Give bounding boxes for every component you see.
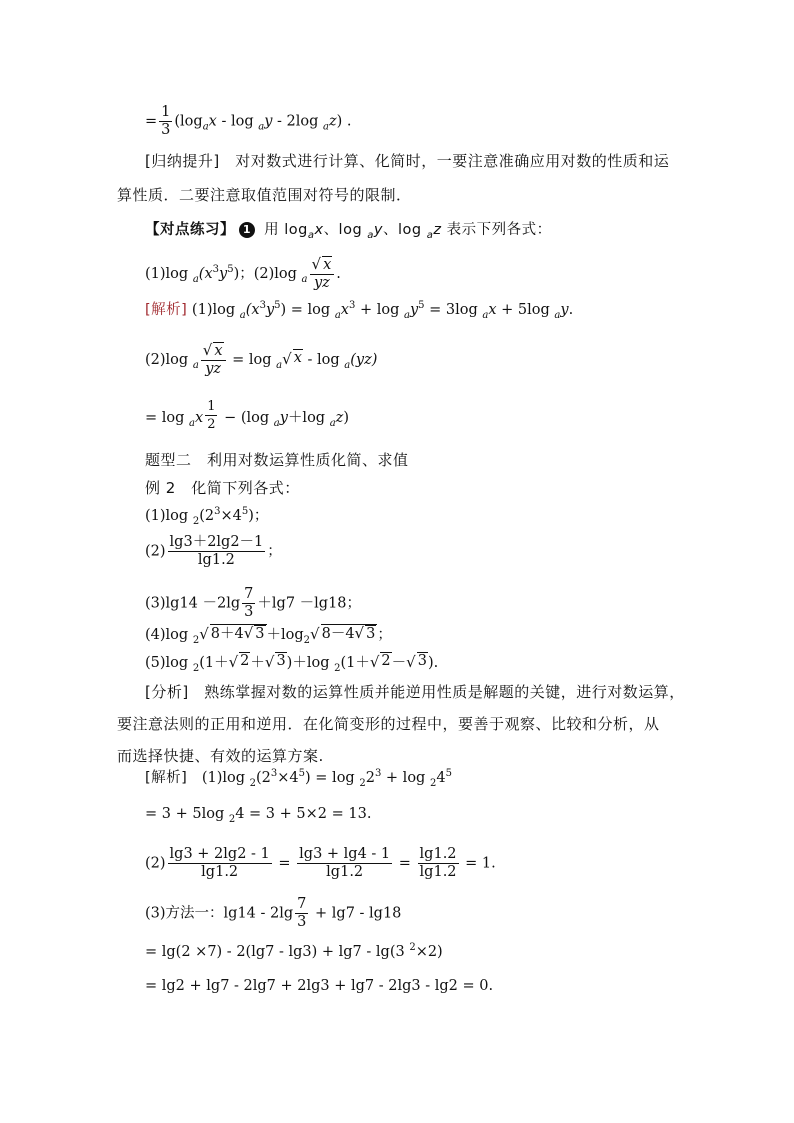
subscript: a bbox=[482, 310, 489, 321]
sqrt: √ x bbox=[282, 350, 302, 368]
text: + lg7 - lg18 bbox=[310, 905, 402, 922]
text: - 2log bbox=[272, 113, 324, 130]
radicand: x bbox=[293, 350, 302, 366]
solution2-line-5 bbox=[145, 942, 443, 962]
sqrt: √ 3 bbox=[406, 653, 427, 671]
var: x bbox=[488, 302, 497, 318]
text: = lg(2 ×7) - 2(lg7 - lg3) + lg7 - lg(3 bbox=[145, 944, 410, 960]
var: y bbox=[560, 302, 569, 318]
denominator: 3 bbox=[244, 604, 254, 620]
text: 4 = 3 + 5×2 = 13. bbox=[235, 806, 372, 822]
text: (3)lg14 －2lg bbox=[145, 595, 241, 612]
exp: 2 bbox=[409, 942, 416, 953]
text: ) . bbox=[336, 113, 352, 130]
fraction bbox=[310, 256, 335, 292]
example-item-1 bbox=[145, 506, 268, 526]
text: (2)log bbox=[145, 352, 193, 368]
sqrt: √ 2 bbox=[369, 653, 391, 671]
text: . bbox=[336, 266, 341, 282]
subscript: a bbox=[189, 418, 195, 429]
text: = lg2 + lg7 - 2lg7 + 2lg3 + lg7 - 2lg3 - lg2 = 0. bbox=[145, 978, 494, 994]
exp: 5 bbox=[241, 506, 249, 517]
solution2-line-4 bbox=[145, 896, 401, 931]
text: )；(2)log bbox=[233, 266, 302, 282]
text: － bbox=[391, 655, 407, 671]
radicand bbox=[210, 624, 267, 643]
solution2-line-3 bbox=[145, 846, 496, 881]
var: x bbox=[340, 302, 349, 318]
subscript: a bbox=[403, 310, 410, 321]
exp: 3 bbox=[374, 768, 382, 779]
radicand: 2 bbox=[381, 653, 391, 669]
text: = 3log bbox=[424, 302, 483, 318]
exp: 3 bbox=[270, 768, 278, 779]
numerator: 7 bbox=[297, 896, 307, 912]
exp: 3 bbox=[348, 300, 356, 311]
text: ) = log bbox=[305, 770, 360, 786]
subscript: a bbox=[258, 121, 265, 133]
text: (2 bbox=[256, 770, 271, 786]
exp: 5 bbox=[445, 768, 452, 779]
subscript: 2 bbox=[228, 814, 236, 825]
text: (2 bbox=[199, 508, 215, 524]
radicand: 3 bbox=[417, 653, 427, 669]
text: 表示下列各式： bbox=[441, 222, 552, 238]
var: y bbox=[373, 222, 384, 238]
radicand: 3 bbox=[276, 653, 286, 669]
text: ) bbox=[343, 410, 349, 426]
solution2-line-6 bbox=[145, 976, 493, 996]
subscript: a bbox=[323, 121, 329, 133]
numerator: 1 bbox=[161, 104, 171, 120]
example-item-3 bbox=[145, 586, 361, 621]
example-title: 例 2 化简下列各式： bbox=[145, 479, 300, 497]
subscript: 2 bbox=[359, 778, 366, 789]
analysis-line-2: 要注意法则的正用和逆用．在化简变形的过程中，要善于观察、比较和分析，从 bbox=[117, 715, 660, 733]
text: - log bbox=[302, 352, 345, 368]
var: y bbox=[409, 302, 419, 318]
example-item-5 bbox=[145, 652, 438, 673]
text: 熟练掌握对数的运算性质并能逆用性质是解题的关键，进行对数运算， bbox=[188, 683, 685, 701]
solution-line-1 bbox=[145, 300, 573, 320]
summary-text: 对对数式进行计算、化简时，一要注意准确应用对数的性质和运 bbox=[219, 152, 670, 170]
numerator: lg1.2 bbox=[419, 846, 457, 862]
numerator bbox=[310, 256, 335, 275]
text: = log bbox=[145, 410, 190, 426]
denominator: yz bbox=[205, 361, 222, 377]
radicand: 2 bbox=[240, 653, 250, 669]
text: 8＋4 bbox=[210, 626, 244, 642]
var: z bbox=[329, 113, 337, 130]
var: y bbox=[219, 266, 228, 282]
summary-line-2: 算性质．二要注意取值范围对符号的限制． bbox=[117, 186, 412, 204]
text: ； bbox=[267, 543, 282, 560]
text: (x bbox=[198, 266, 213, 282]
text: ＋ bbox=[250, 655, 265, 671]
var: y bbox=[265, 302, 275, 318]
summary-line-1 bbox=[117, 144, 687, 178]
fraction bbox=[201, 342, 226, 378]
text: ). bbox=[427, 655, 439, 671]
sqrt: √ 8＋4 √ 3 bbox=[199, 624, 265, 643]
text: ×4 bbox=[220, 508, 242, 524]
subscript: a bbox=[554, 310, 561, 321]
text: (1)log bbox=[145, 266, 193, 282]
text: = bbox=[394, 855, 416, 872]
radicand bbox=[321, 624, 378, 643]
subscript: a bbox=[329, 418, 336, 429]
subscript: a bbox=[276, 360, 283, 371]
text: . bbox=[568, 302, 574, 318]
circled-number-icon: 1 bbox=[239, 222, 255, 238]
fraction bbox=[168, 846, 272, 881]
sqrt: √ x bbox=[311, 255, 332, 273]
sqrt: √ 2 bbox=[228, 653, 250, 671]
var: z bbox=[433, 222, 442, 238]
solution-tag: [解析] bbox=[145, 302, 188, 318]
subscript: a bbox=[367, 230, 374, 241]
denominator: 3 bbox=[297, 914, 307, 930]
numerator: lg3 + lg4 - 1 bbox=[299, 846, 391, 862]
fraction bbox=[418, 846, 459, 881]
exp: 5 bbox=[274, 300, 281, 311]
exp: 3 bbox=[212, 264, 219, 275]
var: z bbox=[335, 410, 344, 426]
denominator: lg1.2 bbox=[326, 864, 364, 880]
numerator: lg3 + 2lg2 - 1 bbox=[169, 846, 270, 862]
solution-tag: [解析] bbox=[145, 770, 188, 786]
text: 8－4 bbox=[321, 626, 355, 642]
radicand: x bbox=[323, 257, 332, 273]
fraction-one-third bbox=[159, 104, 172, 139]
solution2-line-2 bbox=[145, 804, 371, 824]
text: ＋lg7 －lg18； bbox=[257, 595, 362, 612]
var: x bbox=[208, 113, 217, 130]
fraction-exponent bbox=[205, 398, 217, 433]
text: )； bbox=[248, 508, 269, 524]
text: (x bbox=[245, 302, 260, 318]
text: = log bbox=[227, 352, 277, 368]
denominator: lg1.2 bbox=[201, 864, 239, 880]
text: (1)log bbox=[187, 770, 250, 786]
text: 、log bbox=[323, 222, 368, 238]
text: 、log bbox=[383, 222, 427, 238]
text: − (log bbox=[219, 410, 274, 426]
text: )＋log bbox=[286, 655, 335, 671]
numerator: lg3＋2lg2－1 bbox=[169, 534, 264, 550]
subscript: a bbox=[426, 230, 434, 241]
denominator: 2 bbox=[207, 417, 216, 432]
text: - log bbox=[216, 113, 259, 130]
fraction bbox=[168, 534, 266, 569]
analysis-line-1 bbox=[117, 676, 687, 708]
exp: 5 bbox=[418, 300, 425, 311]
text: (2) bbox=[145, 855, 166, 872]
radicand: 3 bbox=[255, 626, 265, 642]
sqrt: √ 3 bbox=[354, 624, 376, 642]
subscript: 2 bbox=[192, 516, 200, 527]
solution2-line-1 bbox=[145, 768, 452, 788]
text: (1)log bbox=[145, 508, 193, 524]
section-title: 题型二 利用对数运算性质化简、求值 bbox=[145, 451, 409, 469]
subscript: a bbox=[192, 360, 199, 371]
var: x bbox=[314, 222, 324, 238]
exp: 5 bbox=[298, 768, 306, 779]
text: 4 bbox=[436, 770, 446, 786]
numerator bbox=[201, 342, 226, 361]
text: (5)log bbox=[145, 655, 193, 671]
radicand: 3 bbox=[366, 626, 376, 642]
subscript: a bbox=[301, 274, 308, 285]
practice-tag: 【对点练习】 bbox=[145, 222, 235, 238]
text: = 1. bbox=[460, 855, 496, 872]
sqrt: √ x bbox=[202, 341, 223, 359]
text: (1＋ bbox=[199, 655, 229, 671]
text: (3)方法一：lg14 - 2lg bbox=[145, 905, 294, 922]
text: ) = log bbox=[280, 302, 335, 318]
sqrt: √ 3 bbox=[264, 653, 286, 671]
example-item-2 bbox=[145, 534, 282, 569]
subscript: 2 bbox=[334, 663, 341, 674]
subscript: a bbox=[239, 310, 246, 321]
text: ＋log bbox=[266, 627, 304, 643]
subscript: a bbox=[273, 418, 280, 429]
question-line bbox=[145, 256, 341, 292]
exp: 5 bbox=[227, 264, 234, 275]
text: (1)log bbox=[187, 302, 240, 318]
denominator: yz bbox=[313, 275, 330, 291]
sqrt: √ 8－4 √ 3 bbox=[310, 624, 376, 643]
text: (yz) bbox=[350, 352, 378, 368]
var: y bbox=[279, 410, 288, 426]
text: (4)log bbox=[145, 627, 193, 643]
analysis-tag: [分析] bbox=[145, 683, 189, 701]
subscript: a bbox=[192, 274, 199, 285]
fraction bbox=[242, 586, 255, 621]
example-item-4 bbox=[145, 624, 392, 645]
subscript: a bbox=[334, 310, 341, 321]
subscript: 2 bbox=[303, 635, 311, 646]
denominator: lg1.2 bbox=[419, 864, 457, 880]
text: + 5log bbox=[496, 302, 555, 318]
subscript: 2 bbox=[429, 778, 437, 789]
text: ＋log bbox=[287, 410, 330, 426]
text: 用 log bbox=[259, 222, 308, 238]
fraction bbox=[295, 896, 308, 931]
solution-line-2 bbox=[145, 342, 377, 378]
equation-line-1 bbox=[145, 104, 352, 139]
exp: 3 bbox=[259, 300, 266, 311]
denominator: lg1.2 bbox=[197, 552, 235, 568]
fraction bbox=[297, 846, 392, 881]
summary-tag: [归纳提升] bbox=[145, 152, 220, 170]
sqrt: √ 3 bbox=[243, 624, 265, 642]
exp: 3 bbox=[214, 506, 221, 517]
subscript: 2 bbox=[192, 663, 200, 674]
practice-line bbox=[145, 220, 552, 240]
text: 2 bbox=[365, 770, 375, 786]
text: = bbox=[273, 855, 296, 872]
text: (1＋ bbox=[340, 655, 370, 671]
text: ×4 bbox=[277, 770, 299, 786]
subscript: a bbox=[202, 121, 209, 133]
summary-paragraph bbox=[117, 144, 687, 212]
solution-line-3 bbox=[145, 398, 349, 433]
analysis-line-3: 而选择快捷、有效的运算方案. bbox=[117, 747, 324, 765]
radicand: x bbox=[214, 343, 223, 359]
subscript: 2 bbox=[249, 778, 257, 789]
var: x bbox=[195, 410, 204, 426]
equals-sign: = bbox=[145, 113, 158, 130]
denominator: 3 bbox=[161, 122, 171, 138]
numerator: 1 bbox=[207, 399, 216, 414]
text: + log bbox=[355, 302, 404, 318]
subscript: a bbox=[307, 230, 315, 241]
subscript: 2 bbox=[192, 635, 200, 646]
text: = 3 + 5log bbox=[145, 806, 229, 822]
text: (2) bbox=[145, 543, 166, 560]
text: (log bbox=[174, 113, 203, 130]
analysis-paragraph bbox=[117, 676, 687, 772]
var: y bbox=[264, 113, 273, 130]
text: + log bbox=[381, 770, 430, 786]
numerator: 7 bbox=[244, 586, 254, 602]
text: ； bbox=[377, 627, 392, 643]
subscript: a bbox=[344, 360, 351, 371]
text: ×2) bbox=[415, 944, 443, 960]
